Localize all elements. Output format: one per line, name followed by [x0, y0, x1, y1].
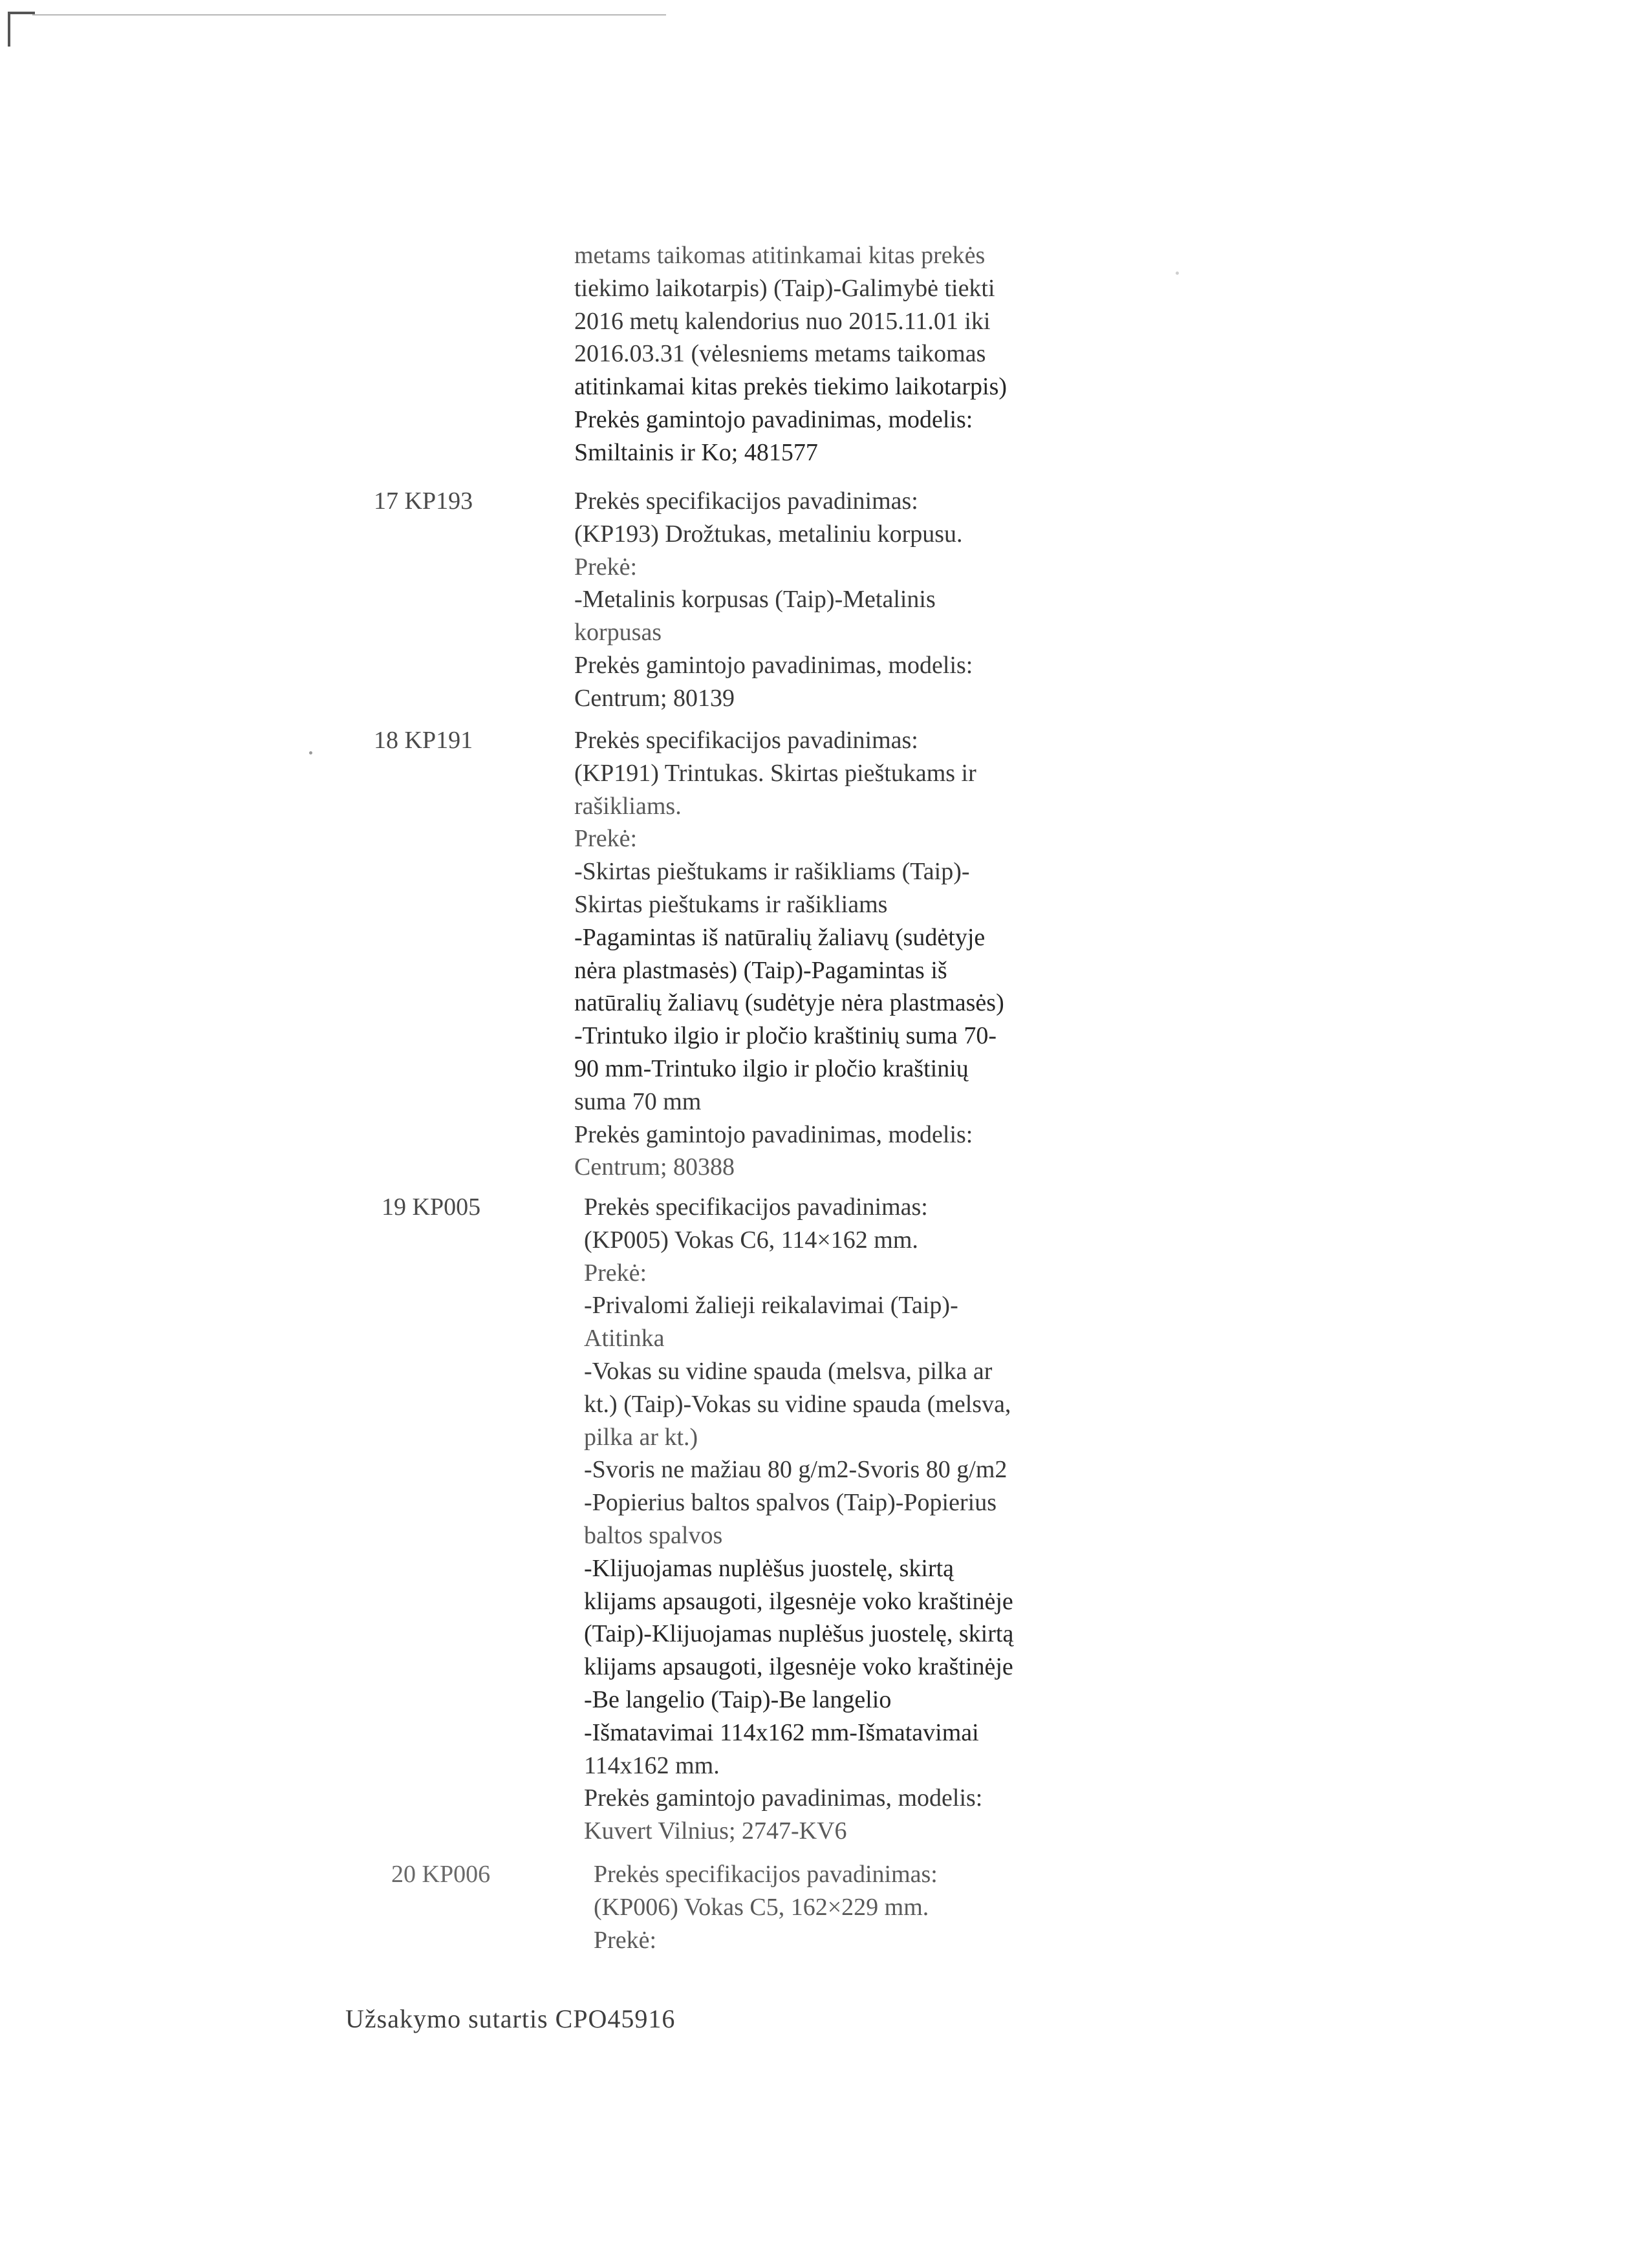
item-number: 19 KP005 [382, 1193, 481, 1221]
text-line: Prekės gamintojo pavadinimas, modelis: [574, 1120, 973, 1148]
text-line: pilka ar kt.) [584, 1423, 698, 1451]
text-line: metams taikomas atitinkamai kitas prekės [574, 242, 986, 269]
text-line: natūralių žaliavų (sudėtyje nėra plastmasės) [574, 989, 1004, 1017]
text-line: Centrum; 80388 [574, 1153, 735, 1181]
item-number: 17 KP193 [374, 487, 473, 515]
text-line: -Trintuko ilgio ir pločio kraštinių suma 70- [574, 1022, 997, 1050]
text-line: kt.) (Taip)-Vokas su vidine spauda (melsva, [584, 1390, 1011, 1418]
text-line: -Metalinis korpusas (Taip)-Metalinis [574, 586, 936, 614]
text-line: tiekimo laikotarpis) (Taip)-Galimybė tiekti [574, 274, 995, 302]
text-line: korpusas [574, 619, 662, 647]
text-line: -Pagamintas iš natūralių žaliavų (sudėtyje [574, 923, 986, 951]
text-line: 114x162 mm. [584, 1751, 720, 1779]
text-line: -Klijuojamas nuplėšus juostelę, skirtą [584, 1554, 954, 1582]
text-line: Prekė: [584, 1259, 647, 1287]
text-line: (KP193) Drožtukas, metaliniu korpusu. [574, 520, 963, 548]
text-line: Prekės specifikacijos pavadinimas: [594, 1861, 938, 1888]
text-line: Atitinka [584, 1325, 665, 1353]
text-line: nėra plastmasės) (Taip)-Pagamintas iš [574, 956, 947, 984]
item-description [574, 724, 1156, 1184]
text-line: suma 70 mm [574, 1087, 702, 1115]
item-description [584, 1191, 1166, 1848]
text-line: Prekė: [594, 1926, 657, 1954]
text-line: rašikliams. [574, 792, 682, 820]
text-line: Prekė: [574, 553, 638, 581]
scan-edge-line [32, 14, 666, 16]
text-line: 2016.03.31 (vėlesniems metams taikomas [574, 340, 986, 368]
text-line: (KP005) Vokas C6, 114×162 mm. [584, 1226, 918, 1254]
text-line: -Svoris ne mažiau 80 g/m2-Svoris 80 g/m2 [584, 1456, 1008, 1484]
item-description [574, 485, 1156, 715]
scan-corner-mark [8, 12, 35, 47]
text-line: 90 mm-Trintuko ilgio ir pločio kraštinių [574, 1054, 969, 1082]
text-line: Prekės specifikacijos pavadinimas: [574, 487, 918, 515]
text-line: 2016 metų kalendorius nuo 2015.11.01 iki [574, 307, 991, 335]
item-description [594, 1858, 1176, 1956]
item-number: 18 KP191 [374, 727, 473, 754]
scan-speck [1176, 272, 1179, 275]
text-line: -Be langelio (Taip)-Be langelio [584, 1685, 892, 1713]
text-line: klijams apsaugoti, ilgesnėje voko kraštinėje [584, 1653, 1013, 1681]
text-line: klijams apsaugoti, ilgesnėje voko kraštinėje [584, 1587, 1013, 1615]
text-line: atitinkamai kitas prekės tiekimo laikotarpis) [574, 373, 1008, 401]
text-line: (Taip)-Klijuojamas nuplėšus juostelę, skirtą [584, 1620, 1014, 1648]
text-line: Kuvert Vilnius; 2747-KV6 [584, 1817, 847, 1845]
text-line: (KP006) Vokas C5, 162×229 mm. [594, 1893, 929, 1921]
scan-speck [309, 751, 312, 754]
item-number: 20 KP006 [391, 1861, 491, 1888]
text-line: -Išmatavimai 114x162 mm-Išmatavimai [584, 1718, 979, 1746]
text-line: Prekės gamintojo pavadinimas, modelis: [584, 1784, 983, 1812]
text-line: -Skirtas pieštukams ir rašikliams (Taip)- [574, 858, 970, 886]
contract-footer-title: Užsakymo sutartis CPO45916 [345, 2004, 676, 2033]
text-line: Smiltainis ir Ko; 481577 [574, 438, 818, 466]
text-line: Prekė: [574, 825, 638, 853]
text-line: Prekės specifikacijos pavadinimas: [574, 727, 918, 754]
text-line: baltos spalvos [584, 1521, 723, 1549]
text-line: -Privalomi žalieji reikalavimai (Taip)- [584, 1292, 958, 1320]
text-line: Skirtas pieštukams ir rašikliams [574, 890, 888, 918]
text-line: -Vokas su vidine spauda (melsva, pilka ar [584, 1357, 993, 1385]
text-line: Prekės gamintojo pavadinimas, modelis: [574, 651, 973, 679]
text-line: Centrum; 80139 [574, 684, 735, 712]
text-line: (KP191) Trintukas. Skirtas pieštukams ir [574, 759, 976, 787]
text-line: Prekės gamintojo pavadinimas, modelis: [574, 405, 973, 433]
text-line: -Popierius baltos spalvos (Taip)-Popierius [584, 1489, 997, 1517]
text-line: Prekės specifikacijos pavadinimas: [584, 1193, 928, 1221]
intro-continuation [574, 239, 1156, 469]
